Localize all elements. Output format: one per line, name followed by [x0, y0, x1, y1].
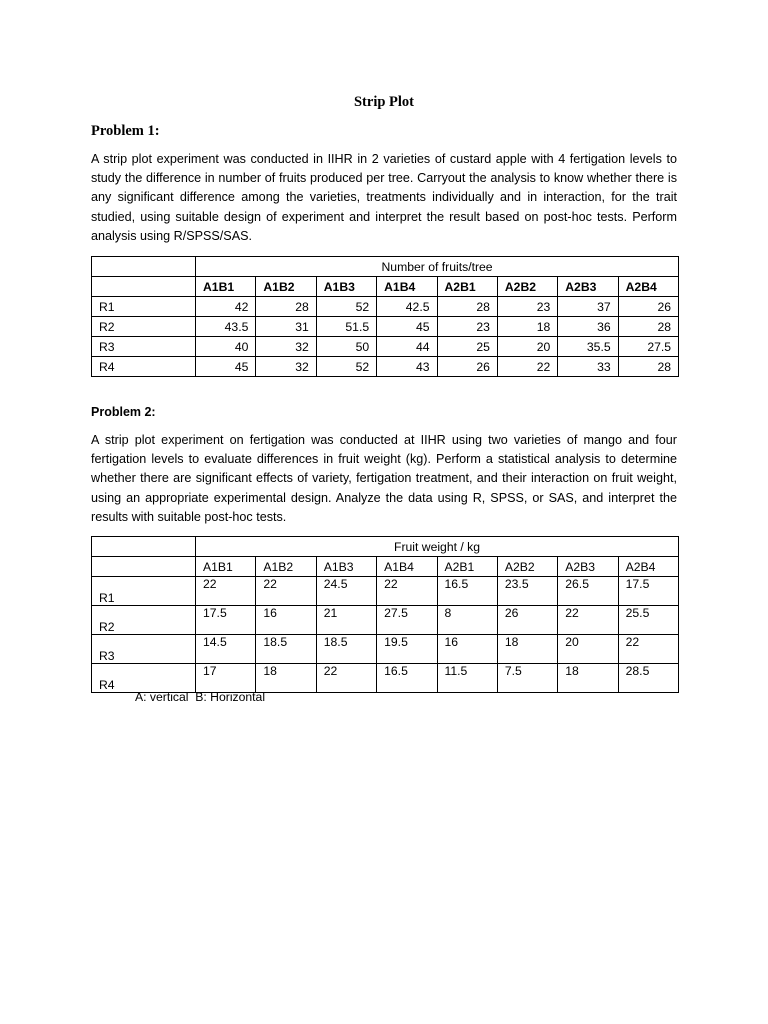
table-cell: 52: [316, 297, 376, 317]
table-cell: 22: [316, 664, 376, 693]
table-cell: 37: [558, 297, 618, 317]
table-cell: 23.5: [497, 577, 557, 606]
table-row: [92, 317, 679, 337]
table-cell: 51.5: [316, 317, 376, 337]
table-cell: 23: [437, 317, 497, 337]
fruits-per-tree-table: [91, 256, 679, 377]
factor-legend: A: vertical B: Horizontal: [135, 690, 266, 704]
row-label: R3: [92, 635, 196, 664]
table-cell: 35.5: [558, 337, 618, 357]
table-cell: 17.5: [196, 606, 256, 635]
table-cell: 23: [497, 297, 557, 317]
column-header: A2B2: [497, 277, 557, 297]
table-cell: 20: [558, 635, 618, 664]
table-cell: 45: [196, 357, 256, 377]
column-header: A1B1: [196, 557, 256, 577]
column-header: A1B3: [316, 557, 376, 577]
row-label: R3: [92, 337, 196, 357]
table-cell: 26: [437, 357, 497, 377]
table-cell: 20: [497, 337, 557, 357]
table-cell: 27.5: [618, 337, 678, 357]
column-header: A1B4: [377, 277, 437, 297]
column-header: A1B1: [196, 277, 256, 297]
table-cell: 8: [437, 606, 497, 635]
table-cell: 22: [497, 357, 557, 377]
table-row: [92, 577, 679, 606]
table-cell: 27.5: [377, 606, 437, 635]
table-cell: 16: [256, 606, 316, 635]
table-header-blank: [92, 557, 196, 577]
problem1-heading: Problem 1:: [91, 123, 160, 139]
column-header: A1B2: [256, 277, 316, 297]
table-cell: 28: [618, 357, 678, 377]
problem1-paragraph: A strip plot experiment was conducted in IIHR in 2 varieties of custard apple with 4 fertigation levels to study the difference in number of fruits produced per tree. Carryout the analysis to know whether there is any significant difference among the varieties, treatments individually and in interaction, for the trait studied, using suitable design of experiment and interpret the result based on post-hoc tests. Perform analysis using R/SPSS/SAS.: [91, 152, 677, 243]
table-cell: 18.5: [256, 635, 316, 664]
column-header: A2B2: [497, 557, 557, 577]
column-header: A2B4: [618, 277, 678, 297]
table-cell: 18: [497, 635, 557, 664]
table-header-row: [92, 277, 679, 297]
table-header-blank: [92, 277, 196, 297]
table-cell: 31: [256, 317, 316, 337]
table-cell: 40: [196, 337, 256, 357]
table-cell: 28: [618, 317, 678, 337]
table-row: [92, 664, 679, 693]
table-cell: 26.5: [558, 577, 618, 606]
table-header-row: [92, 557, 679, 577]
table-row: [92, 337, 679, 357]
row-label: R4: [92, 664, 196, 693]
table-corner-cell: [92, 257, 196, 277]
table-cell: 26: [618, 297, 678, 317]
table-cell: 28: [256, 297, 316, 317]
table-cell: 42: [196, 297, 256, 317]
table-cell: 33: [558, 357, 618, 377]
table-cell: 25: [437, 337, 497, 357]
table-cell: 28.5: [618, 664, 678, 693]
table-cell: 17.5: [618, 577, 678, 606]
row-label: R2: [92, 606, 196, 635]
table-cell: 25.5: [618, 606, 678, 635]
table-cell: 18: [497, 317, 557, 337]
table-cell: 24.5: [316, 577, 376, 606]
table-caption-row: [92, 257, 679, 277]
row-label: R2: [92, 317, 196, 337]
table-cell: 32: [256, 337, 316, 357]
table-cell: 52: [316, 357, 376, 377]
table-cell: 22: [196, 577, 256, 606]
table-cell: 42.5: [377, 297, 437, 317]
table-cell: 18: [256, 664, 316, 693]
table-cell: 11.5: [437, 664, 497, 693]
table-cell: 43.5: [196, 317, 256, 337]
table-cell: 21: [316, 606, 376, 635]
page-title: Strip Plot: [353, 94, 414, 110]
column-header: A1B3: [316, 277, 376, 297]
column-header: A2B4: [618, 557, 678, 577]
table-cell: 16.5: [377, 664, 437, 693]
problem2-heading: Problem 2:: [91, 405, 156, 419]
table-cell: 28: [437, 297, 497, 317]
table-cell: 19.5: [377, 635, 437, 664]
row-label: R4: [92, 357, 196, 377]
column-header: A2B3: [558, 277, 618, 297]
table-row: [92, 606, 679, 635]
table-cell: 22: [377, 577, 437, 606]
table-cell: 22: [558, 606, 618, 635]
table-corner-cell: [92, 537, 196, 557]
table-cell: 16.5: [437, 577, 497, 606]
column-header: A2B1: [437, 557, 497, 577]
column-header: A1B4: [377, 557, 437, 577]
table-cell: 7.5: [497, 664, 557, 693]
table-row: [92, 357, 679, 377]
table-cell: 14.5: [196, 635, 256, 664]
table-cell: 50: [316, 337, 376, 357]
table-caption: Number of fruits/tree: [196, 257, 679, 277]
fruit-weight-table: [91, 536, 679, 693]
table-caption: Fruit weight / kg: [196, 537, 679, 557]
table-cell: 22: [256, 577, 316, 606]
table-cell: 18: [558, 664, 618, 693]
table-cell: 45: [377, 317, 437, 337]
table-caption-row: [92, 537, 679, 557]
table-cell: 18.5: [316, 635, 376, 664]
column-header: A2B1: [437, 277, 497, 297]
table-row: [92, 635, 679, 664]
table-cell: 16: [437, 635, 497, 664]
table-cell: 17: [196, 664, 256, 693]
table-cell: 36: [558, 317, 618, 337]
column-header: A2B3: [558, 557, 618, 577]
table-cell: 22: [618, 635, 678, 664]
table-cell: 43: [377, 357, 437, 377]
column-header: A1B2: [256, 557, 316, 577]
row-label: R1: [92, 297, 196, 317]
row-label: R1: [92, 577, 196, 606]
problem2-paragraph: A strip plot experiment on fertigation was conducted at IIHR using two varieties of mango and four fertigation levels to evaluate differences in fruit weight (kg). Perform a statistical analysis to determine whether there are significant effects of variety, fertigation treatment, and their interaction on fruit weight, using an appropriate experimental design. Analyze the data using R, SPSS, or SAS, and interpret the results with suitable post-hoc tests.: [91, 433, 677, 524]
table-cell: 26: [497, 606, 557, 635]
table-cell: 32: [256, 357, 316, 377]
table-cell: 44: [377, 337, 437, 357]
table-row: [92, 297, 679, 317]
